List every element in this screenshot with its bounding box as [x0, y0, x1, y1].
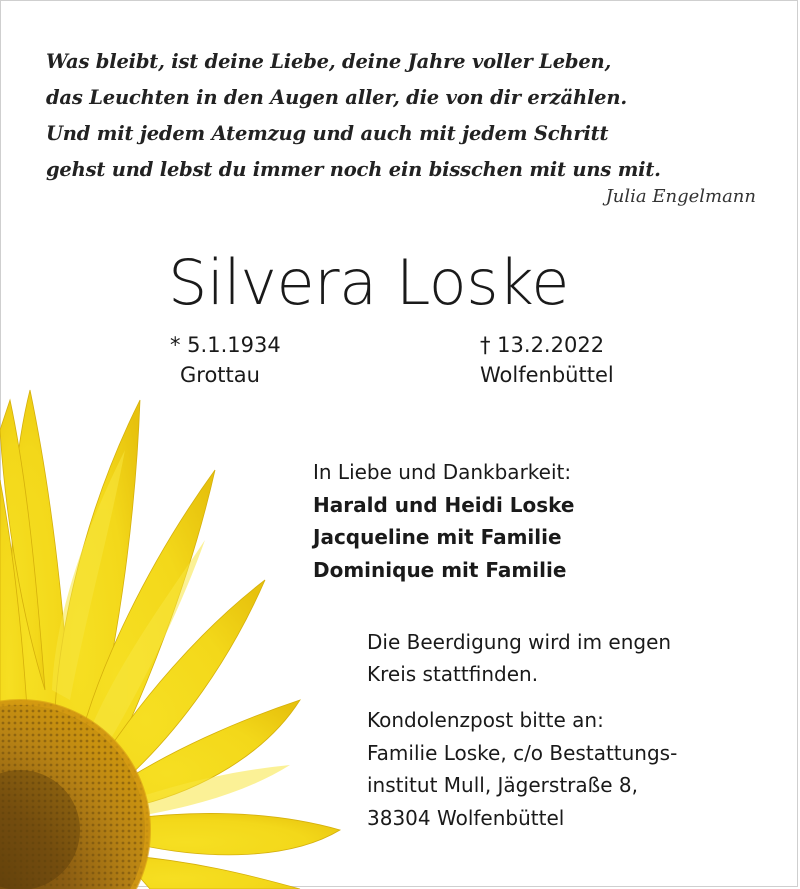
condolence-line: institut Mull, Jägerstraße 8, — [367, 773, 638, 797]
birth-date: * 5.1.1934 — [170, 333, 281, 357]
death-info — [480, 330, 614, 390]
poem-line: gehst und lebst du immer noch ein bisschen mit uns mit. — [46, 158, 661, 181]
poem-line: Was bleibt, ist deine Liebe, deine Jahre voller Leben, — [46, 50, 612, 73]
poem-author: Julia Engelmann — [605, 186, 756, 207]
birth-place: Grottau — [180, 363, 260, 387]
funeral-notice — [367, 626, 671, 690]
death-place: Wolfenbüttel — [480, 363, 614, 387]
mourners-block — [313, 456, 575, 586]
mourner-name: Dominique mit Familie — [313, 557, 567, 582]
condolence-address — [367, 704, 677, 834]
mourner-name: Jacqueline mit Familie — [313, 525, 562, 549]
mourners-intro: In Liebe und Dankbarkeit: — [313, 460, 572, 484]
death-date: † 13.2.2022 — [480, 333, 605, 357]
poem — [46, 44, 766, 188]
condolence-line: Familie Loske, c/o Bestattungs- — [367, 740, 678, 765]
funeral-line: Die Beerdigung wird im engen — [367, 630, 672, 654]
condolence-line: 38304 Wolfenbüttel — [367, 805, 565, 830]
deceased-name: Silvera Loske — [168, 246, 569, 319]
birth-info — [170, 330, 281, 390]
mourner-name: Harald und Heidi Loske — [313, 492, 575, 517]
funeral-line: Kreis stattfinden. — [367, 662, 539, 686]
condolence-line: Kondolenzpost bitte an: — [367, 708, 604, 732]
poem-line: das Leuchten in den Augen aller, die von dir erzählen. — [46, 86, 627, 109]
sunflower-image — [0, 360, 380, 889]
poem-line: Und mit jedem Atemzug und auch mit jedem Schritt — [46, 122, 609, 145]
